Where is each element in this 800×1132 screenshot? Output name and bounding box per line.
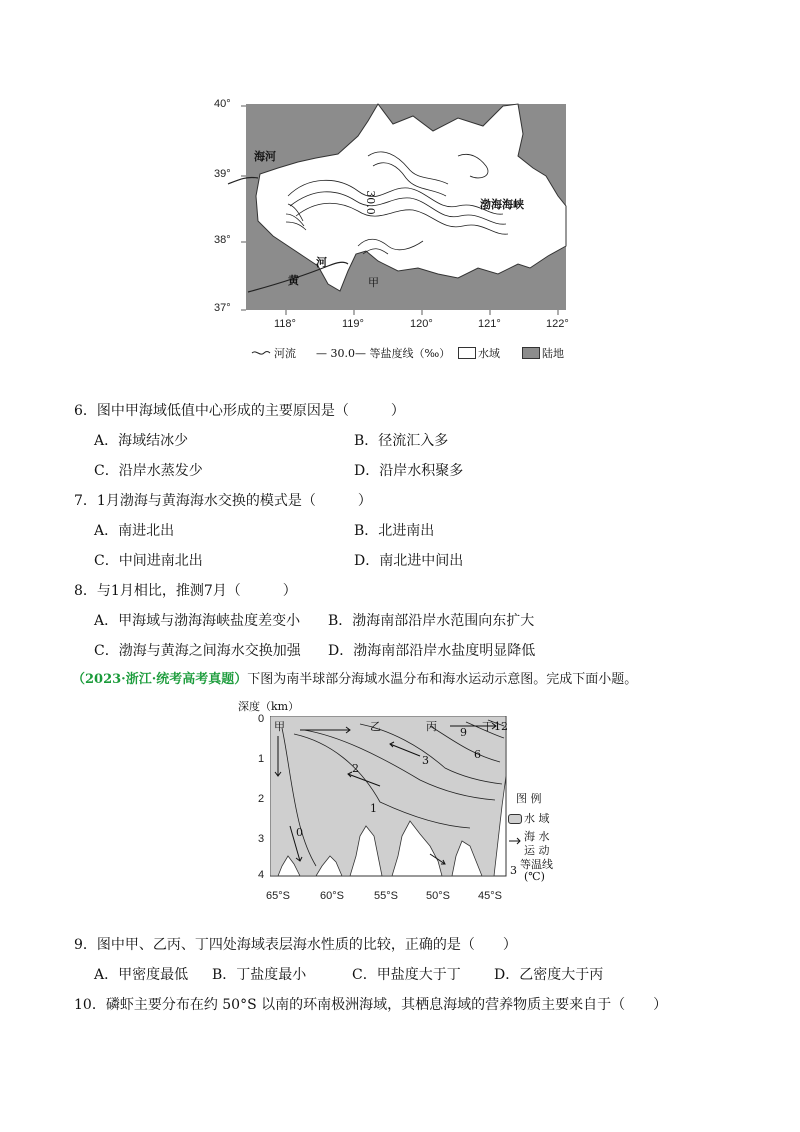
label-bing: 丙 bbox=[426, 720, 437, 733]
q7-option-d[interactable]: D．南北进中间出 bbox=[354, 553, 464, 569]
river-legend-icon bbox=[250, 347, 272, 359]
legend-land: 陆地 bbox=[542, 347, 564, 360]
label-bohai-strait: 渤海海峡 bbox=[480, 198, 524, 211]
intro-text: 下图为南半球部分海域水温分布和海水运动示意图。完成下面小题。 bbox=[247, 672, 638, 687]
q8-option-c[interactable]: C．渤海与黄海之间海水交换加强 bbox=[94, 643, 301, 659]
question-9: 9．图中甲、乙丙、丁四处海域表层海水性质的比较，正确的是（ ） bbox=[74, 937, 517, 953]
q9-option-c[interactable]: C．甲盐度大于丁 bbox=[352, 967, 461, 983]
q9-option-b[interactable]: B．丁盐度最小 bbox=[212, 967, 307, 983]
isotherm-6: 6 bbox=[474, 748, 481, 761]
legend-water: 水域 bbox=[478, 347, 500, 360]
legend-river: 河流 bbox=[274, 347, 296, 360]
motion-arrow-icon bbox=[508, 836, 522, 846]
water-swatch bbox=[508, 814, 522, 824]
isotherm-0: 0 bbox=[296, 826, 303, 839]
x-tick: 45°S bbox=[478, 890, 502, 902]
map-legend bbox=[250, 345, 590, 361]
bohai-map bbox=[214, 96, 578, 336]
q7-option-c[interactable]: C．中间进南北出 bbox=[94, 553, 203, 569]
lon-label: 119° bbox=[342, 318, 364, 330]
y-tick: 4 bbox=[258, 869, 265, 881]
land-legend-swatch bbox=[522, 347, 540, 359]
isotherm-2: 2 bbox=[352, 762, 359, 775]
q6-option-b[interactable]: B．径流汇入多 bbox=[354, 433, 449, 449]
q6-option-c[interactable]: C．沿岸水蒸发少 bbox=[94, 463, 203, 479]
legend-motion-2: 运 动 bbox=[524, 844, 550, 857]
legend-motion-1: 海 水 bbox=[524, 830, 550, 843]
ocean-section-svg bbox=[270, 716, 510, 880]
q8-option-d[interactable]: D．渤海南部沿岸水盐度明显降低 bbox=[328, 643, 536, 659]
lat-label: 37° bbox=[214, 302, 231, 314]
q7-option-b[interactable]: B．北进南出 bbox=[354, 523, 435, 539]
lon-label: 122° bbox=[546, 318, 569, 330]
lat-label: 38° bbox=[214, 234, 231, 246]
label-haihe: 海河 bbox=[254, 150, 276, 163]
question-7: 7．1月渤海与黄海海水交换的模式是（ ） bbox=[74, 493, 372, 509]
lon-label: 120° bbox=[410, 318, 433, 330]
isotherm-sample: 3 bbox=[510, 864, 517, 877]
label-yi: 乙 bbox=[370, 720, 381, 733]
label-he: 河 bbox=[316, 256, 327, 269]
label-ding: 丁 bbox=[482, 720, 493, 733]
q8-option-a[interactable]: A．甲海域与渤海海峡盐度差变小 bbox=[94, 613, 301, 629]
intro-line bbox=[72, 668, 637, 687]
lat-label: 39° bbox=[214, 168, 231, 180]
label-contour-value: 30.0 bbox=[363, 190, 377, 215]
q7-option-a[interactable]: A．南进北出 bbox=[94, 523, 175, 539]
y-tick: 3 bbox=[258, 833, 265, 845]
lon-label: 121° bbox=[478, 318, 501, 330]
legend-title: 图 例 bbox=[516, 792, 542, 805]
lon-label: 118° bbox=[274, 318, 296, 330]
isotherm-9: 9 bbox=[460, 726, 467, 739]
y-tick: 1 bbox=[258, 753, 265, 765]
ocean-section-chart bbox=[270, 716, 510, 880]
q6-option-d[interactable]: D．沿岸水积聚多 bbox=[354, 463, 464, 479]
legend-unit: (℃) bbox=[524, 870, 545, 883]
label-huang: 黄 bbox=[288, 274, 299, 287]
isotherm-3: 3 bbox=[422, 754, 429, 767]
x-tick: 50°S bbox=[426, 890, 450, 902]
q9-option-a[interactable]: A．甲密度最低 bbox=[94, 967, 189, 983]
question-10: 10．磷虾主要分布在约 50°S 以南的环南极洲海域，其栖息海域的营养物质主要来自于（ ） bbox=[74, 997, 668, 1013]
legend-isotherm: 等温线 bbox=[520, 858, 553, 871]
lat-label: 40° bbox=[214, 98, 231, 110]
legend-isohaline: — 30.0— 等盐度线（‰） bbox=[316, 347, 451, 360]
label-jia-map: 甲 bbox=[368, 276, 379, 289]
chart2-ylabel: 深度（km） bbox=[238, 700, 300, 713]
q6-option-a[interactable]: A．海域结冰少 bbox=[94, 433, 189, 449]
water-legend-swatch bbox=[458, 347, 476, 359]
bohai-map-svg bbox=[218, 96, 578, 336]
x-tick: 65°S bbox=[266, 890, 290, 902]
q9-option-d[interactable]: D．乙密度大于丙 bbox=[494, 967, 604, 983]
question-8: 8．与1月相比，推测7月（ ） bbox=[74, 583, 297, 599]
question-6: 6．图中甲海域低值中心形成的主要原因是（ ） bbox=[74, 403, 405, 419]
y-tick: 0 bbox=[258, 713, 265, 725]
isotherm-12: 12 bbox=[494, 720, 508, 733]
chart2-legend bbox=[508, 790, 578, 890]
y-tick: 2 bbox=[258, 793, 265, 805]
q8-option-b[interactable]: B．渤海南部沿岸水范围向东扩大 bbox=[328, 613, 535, 629]
legend-water-label: 水 域 bbox=[524, 812, 550, 825]
label-jia-section: 甲 bbox=[274, 720, 285, 733]
x-tick: 60°S bbox=[320, 890, 344, 902]
source-tag: （2023·浙江·统考高考真题） bbox=[72, 672, 248, 687]
isotherm-1: 1 bbox=[370, 802, 377, 815]
x-tick: 55°S bbox=[374, 890, 398, 902]
